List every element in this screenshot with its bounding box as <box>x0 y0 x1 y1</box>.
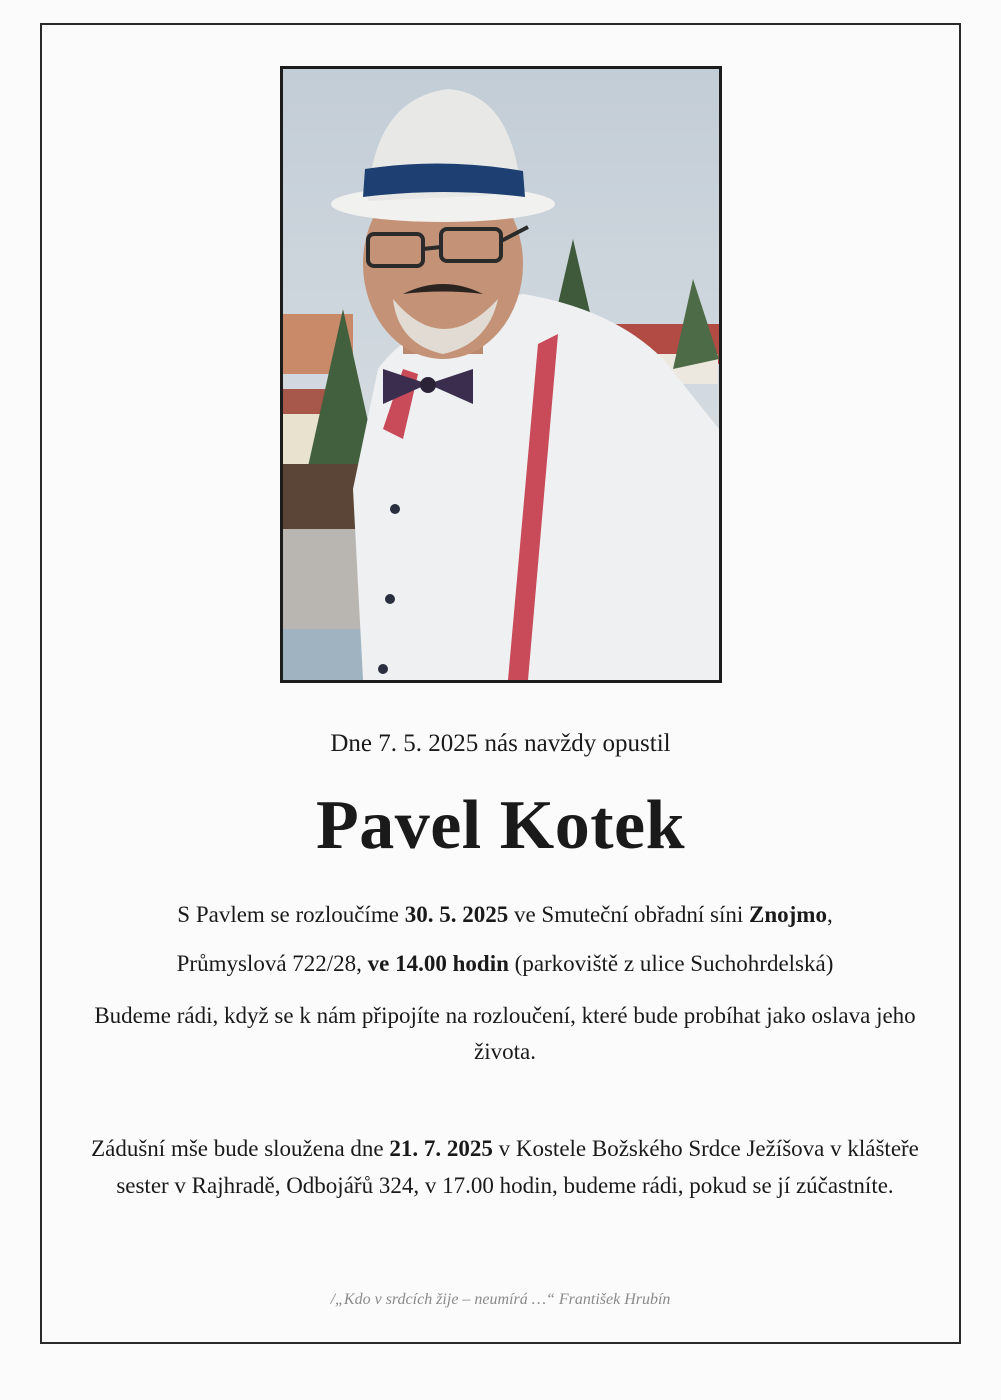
farewell-place: Znojmo <box>749 902 827 927</box>
farewell-line-1 <box>70 903 940 926</box>
farewell-line-1-mid: ve Smuteční obřadní síni <box>508 902 750 927</box>
intro-text: Dne 7. 5. 2025 nás navždy opustil <box>330 730 671 757</box>
mass-date: 21. 7. 2025 <box>389 1136 493 1161</box>
deceased-name: Pavel Kotek <box>315 787 686 864</box>
portrait-illustration <box>283 69 719 680</box>
farewell-line-1-pre: S Pavlem se rozloučíme <box>177 902 405 927</box>
mass-pre: Zádušní mše bude sloužena dne <box>91 1136 390 1161</box>
mass-text <box>70 1130 940 1204</box>
farewell-time: ve 14.00 hodin <box>367 951 509 976</box>
mass-details: v Kostele Božského Srdce Ježíšova v klášteře sester v Rajhradě, Odbojářů 324, v 17.00 hodin, budeme rádi, pokud se jí zúčastníte. <box>116 1136 919 1198</box>
invitation-text: Budeme rádi, když se k nám připojíte na rozloučení, které bude probíhat jako oslava jeho života. <box>94 1003 916 1064</box>
farewell-date: 30. 5. 2025 <box>404 902 509 927</box>
portrait-photo <box>280 66 722 683</box>
closing-quote: /„Kdo v srdcích žije – neumírá …“ František Hrubín <box>330 1291 671 1308</box>
farewell-parking: (parkoviště z ulice Suchohrdelská) <box>508 951 834 976</box>
farewell-line-1-post: , <box>826 902 833 927</box>
farewell-line-2 <box>70 952 940 975</box>
farewell-address: Průmyslová 722/28, <box>176 951 368 976</box>
